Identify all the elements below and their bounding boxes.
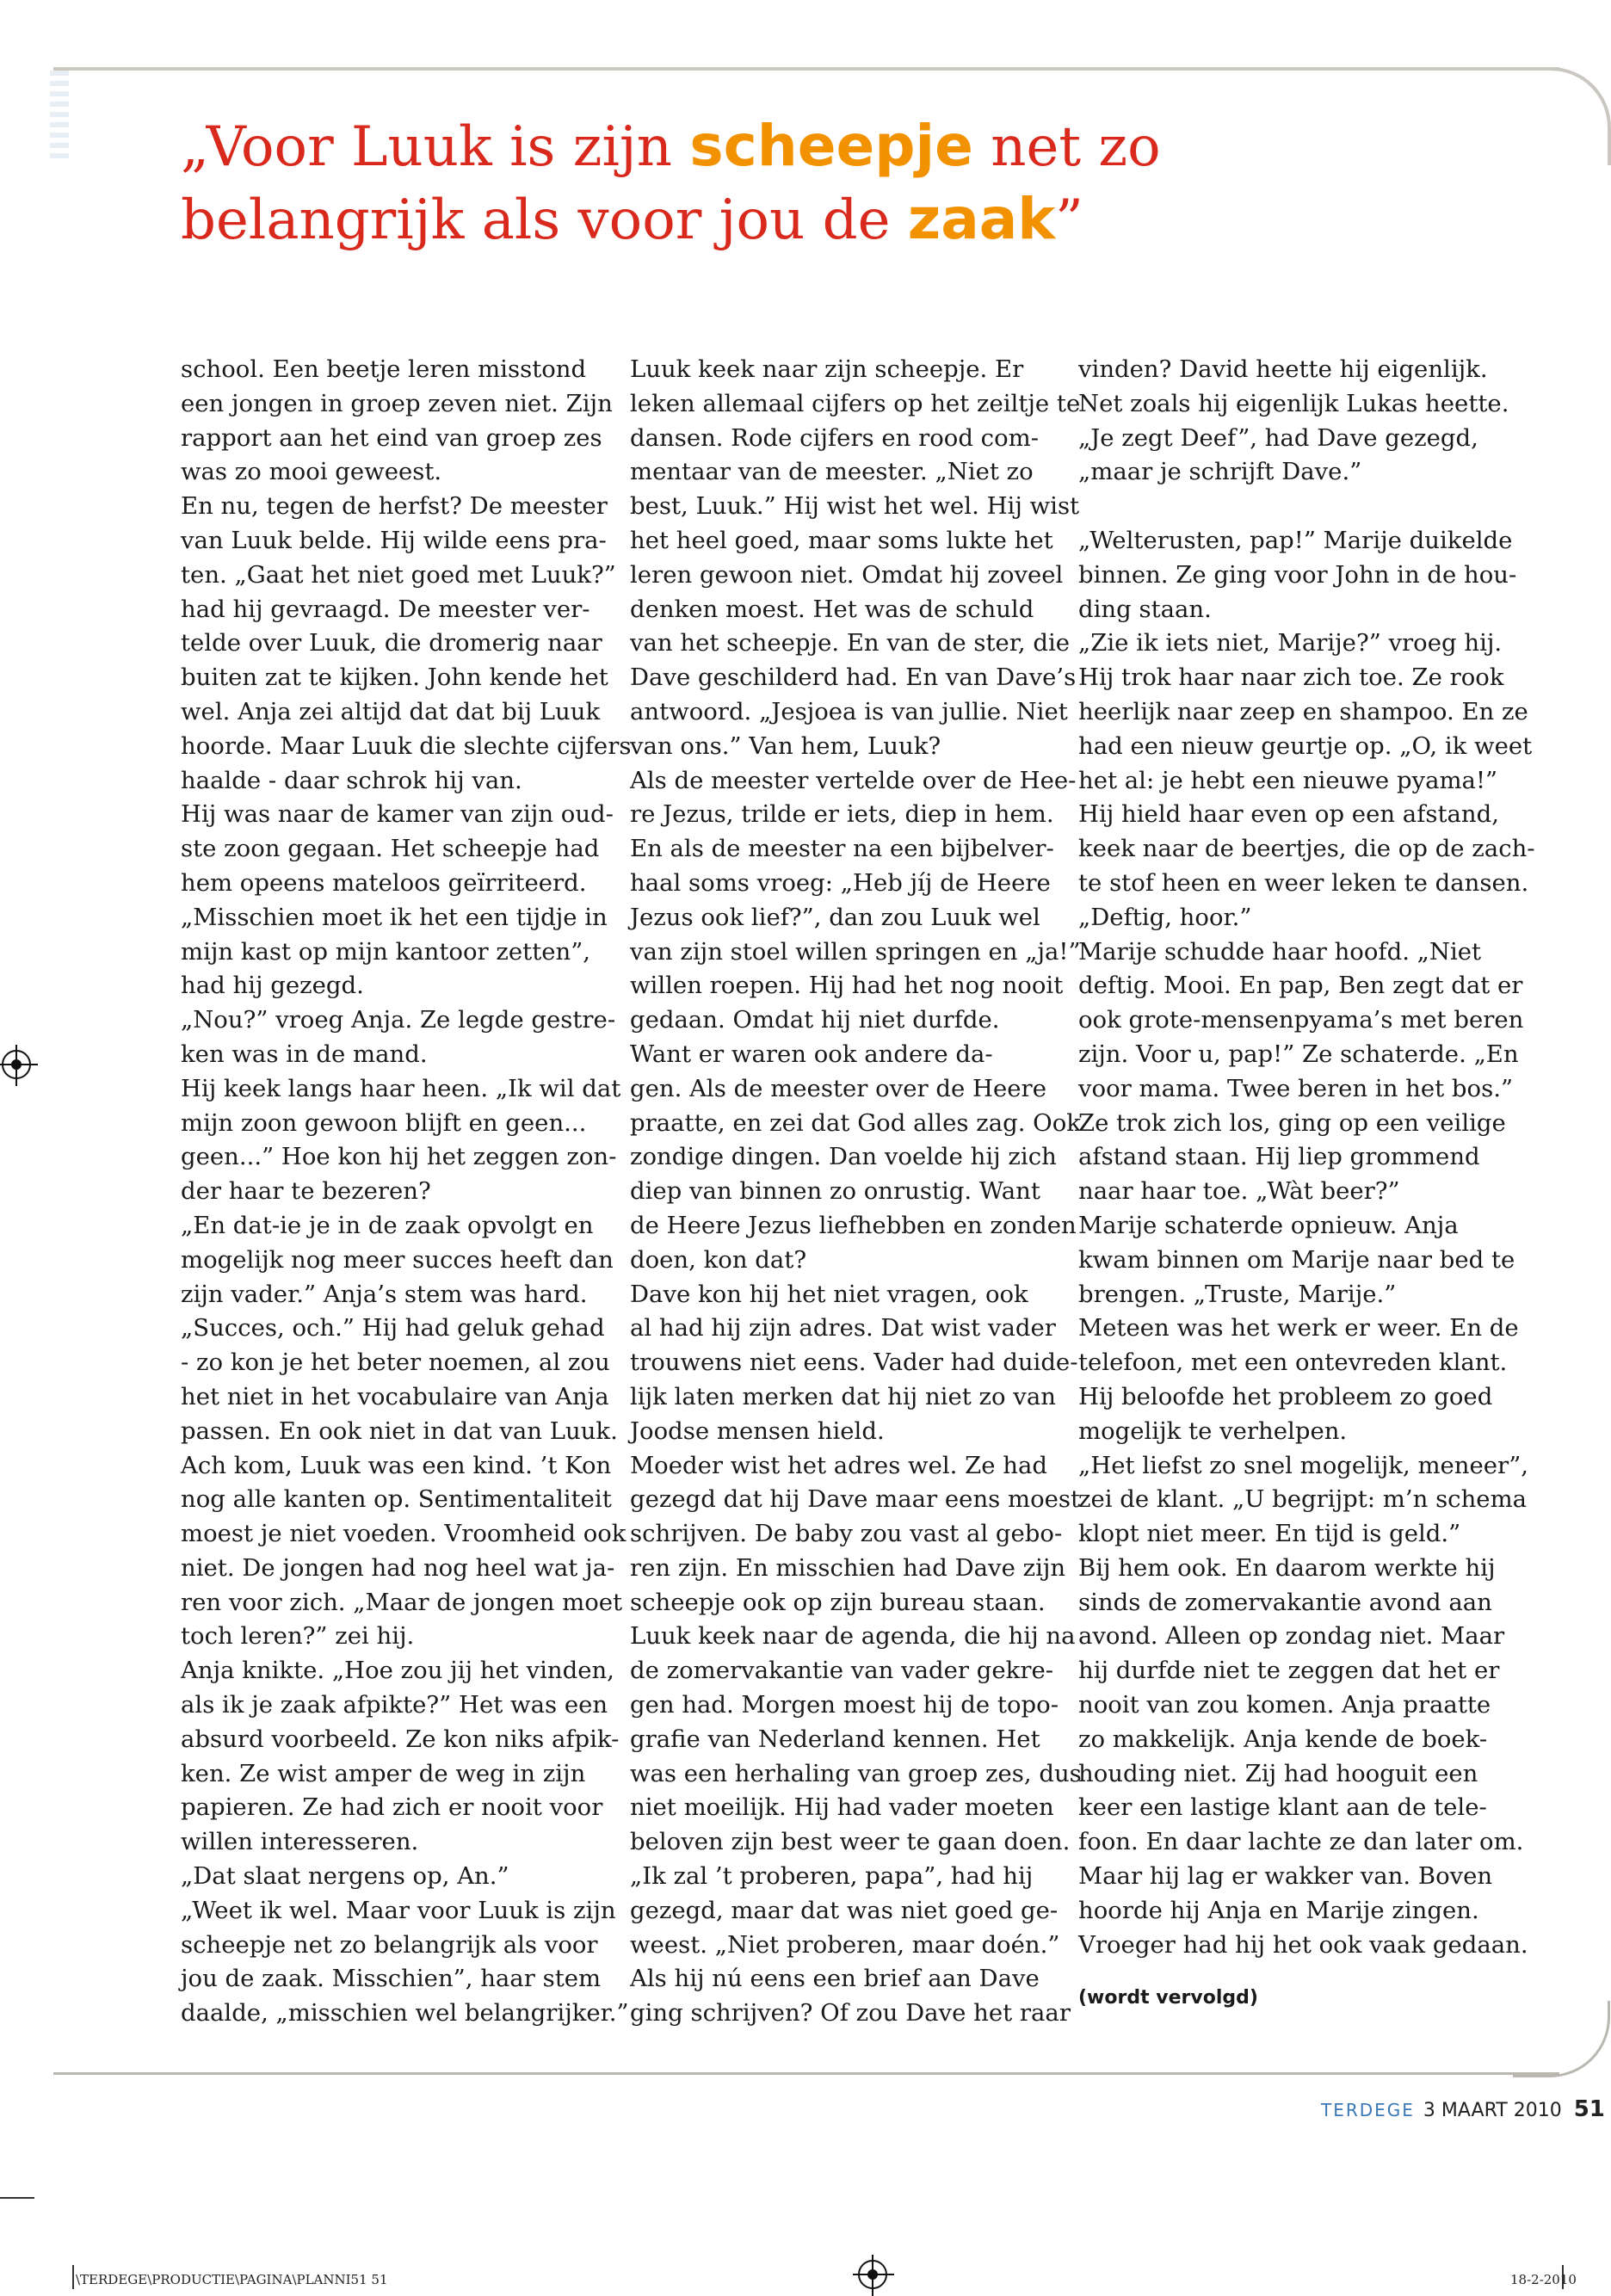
- text-line: houding niet. Zij had hooguit een: [1078, 1759, 1478, 1787]
- text-line: Hij beloofde het probleem zo goed: [1078, 1382, 1493, 1410]
- text-line: „Welterusten, pap!” Marije duikelde: [1078, 526, 1513, 554]
- text-line: hij durfde niet te zeggen dat het er: [1078, 1657, 1500, 1685]
- text-line: Net zoals hij eigenlijk Lukas heette.: [1078, 389, 1509, 417]
- text-line: mijn kast op mijn kantoor zetten”,: [181, 937, 591, 966]
- text-line: praatte, en zei dat God alles zag. Ook: [630, 1108, 1081, 1137]
- text-line: schrijven. De baby zou vast al gebo-: [630, 1520, 1063, 1548]
- text-line: mogelijk nog meer succes heeft dan: [181, 1245, 614, 1274]
- text-line: sinds de zomervakantie avond aan: [1078, 1588, 1492, 1616]
- text-line: gedaan. Omdat hij niet durfde.: [630, 1006, 1000, 1034]
- text-line: scheepje net zo belangrijk als voor: [181, 1930, 598, 1959]
- text-line: Ze trok zich los, ging op een veilige: [1078, 1108, 1506, 1137]
- text-line: toch leren?” zei hij.: [181, 1622, 415, 1651]
- text-line: rapport aan het eind van groep zes: [181, 423, 602, 452]
- text-line: afstand staan. Hij liep grommend: [1078, 1143, 1480, 1171]
- text-line: „Ik zal ’t proberen, papa”, had hij: [630, 1862, 1034, 1891]
- text-line: school. Een beetje leren misstond: [181, 355, 587, 383]
- text-line: trouwens niet eens. Vader had duide-: [630, 1349, 1078, 1377]
- text-line: doen, kon dat?: [630, 1245, 807, 1274]
- text-column-2: [630, 353, 1082, 2031]
- text-column-3: [1078, 353, 1535, 2015]
- text-line: gen had. Morgen moest hij de topo-: [630, 1691, 1059, 1719]
- text-line: Bij hem ook. En daarom werkte hij: [1078, 1553, 1496, 1582]
- text-line: willen roepen. Hij had het nog nooit: [630, 972, 1064, 1000]
- text-line: Joodse mensen hield.: [630, 1416, 885, 1445]
- text-line: ken. Ze wist amper de weg in zijn: [181, 1759, 586, 1787]
- text-line: avond. Alleen op zondag niet. Maar: [1078, 1622, 1505, 1651]
- text-line: papieren. Ze had zich er nooit voor: [181, 1793, 603, 1822]
- magazine-name: TERDEGE: [1321, 2100, 1415, 2120]
- text-line: mentaar van de meester. „Niet zo: [630, 458, 1034, 486]
- text-line: de zomervakantie van vader gekre-: [630, 1657, 1054, 1685]
- text-line: En als de meester na een bijbelver-: [630, 835, 1054, 863]
- headline-part: belangrijk als voor jou de: [181, 188, 908, 252]
- text-line: jou de zaak. Misschien”, haar stem: [181, 1965, 602, 1993]
- text-column-3-block-a: [1078, 353, 1509, 490]
- text-line: scheepje ook op zijn bureau staan.: [630, 1588, 1046, 1616]
- bottom-frame-corner: [1513, 2001, 1610, 2077]
- text-line: Hij was naar de kamer van zijn oud-: [181, 800, 614, 829]
- text-line: zei de klant. „U begrijpt: m’n schema: [1078, 1485, 1528, 1514]
- text-line: ste zoon gegaan. Het scheepje had: [181, 835, 600, 863]
- text-line: zo makkelijk. Anja kende de boek-: [1078, 1725, 1488, 1753]
- text-line: mijn zoon gewoon blijft en geen...: [181, 1108, 587, 1137]
- text-line: „Misschien moet ik het een tijdje in: [181, 903, 608, 931]
- text-line: vinden? David heette hij eigenlijk.: [1078, 355, 1488, 383]
- text-line: geen...” Hoe kon hij het zeggen zon-: [181, 1143, 617, 1171]
- text-line: lijk laten merken dat hij niet zo van: [630, 1382, 1056, 1410]
- color-bar-decoration: [50, 71, 69, 161]
- text-line: Vroeger had hij het ook vaak gedaan.: [1078, 1930, 1528, 1959]
- text-line: absurd voorbeeld. Ze kon niks afpik-: [181, 1725, 620, 1753]
- text-line: Jezus ook lief?”, dan zou Luuk wel: [630, 903, 1040, 931]
- text-line: van zijn stoel willen springen en „ja!”: [630, 937, 1081, 966]
- text-line: het heel goed, maar soms lukte het: [630, 526, 1053, 554]
- text-line: Marije schaterde opnieuw. Anja: [1078, 1211, 1459, 1239]
- text-line: gen. Als de meester over de Heere: [630, 1074, 1046, 1102]
- text-line: Dave kon hij het niet vragen, ook: [630, 1280, 1028, 1308]
- text-line: beloven zijn best weer te gaan doen.: [630, 1828, 1071, 1856]
- text-line: hoorde. Maar Luuk die slechte cijfers: [181, 731, 632, 760]
- text-line: keek naar de beertjes, die op de zach-: [1078, 835, 1535, 863]
- text-line: daalde, „misschien wel belangrijker.”: [181, 1999, 629, 2028]
- text-line: moest je niet voeden. Vroomheid ook: [181, 1520, 626, 1548]
- text-line: Luuk keek naar zijn scheepje. Er: [630, 355, 1024, 383]
- text-line: Want er waren ook andere da-: [630, 1040, 993, 1068]
- crop-mark: [0, 2197, 34, 2199]
- text-line: buiten zat te kijken. John kende het: [181, 663, 608, 692]
- text-line: Hij trok haar naar zich toe. Ze rook: [1078, 663, 1504, 692]
- text-line: Meteen was het werk er weer. En de: [1078, 1314, 1519, 1342]
- text-line: „Het liefst zo snel mogelijk, meneer”,: [1078, 1451, 1528, 1479]
- text-line: der haar te bezeren?: [181, 1177, 431, 1206]
- text-line: een jongen in groep zeven niet. Zijn: [181, 389, 613, 417]
- headline-part: ”: [1055, 188, 1083, 252]
- text-line: Marije schudde haar hoofd. „Niet: [1078, 937, 1482, 966]
- text-line: wel. Anja zei altijd dat dat bij Luuk: [181, 697, 601, 725]
- text-line: hem opeens mateloos geïrriteerd.: [181, 868, 587, 897]
- text-line: telefoon, met een ontevreden klant.: [1078, 1349, 1508, 1377]
- text-line: te stof heen en weer leken te dansen.: [1078, 868, 1529, 897]
- text-line: ren voor zich. „Maar de jongen moet: [181, 1588, 623, 1616]
- text-line: Als de meester vertelde over de Hee-: [630, 766, 1077, 794]
- text-line: haalde - daar schrok hij van.: [181, 766, 522, 794]
- text-line: Hij hield haar even op een afstand,: [1078, 800, 1499, 829]
- text-line: Als hij nú eens een brief aan Dave: [630, 1965, 1040, 1993]
- text-line: grafie van Nederland kennen. Het: [630, 1725, 1040, 1753]
- text-line: het niet in het vocabulaire van Anja: [181, 1382, 609, 1410]
- text-line: ging schrijven? Of zou Dave het raar: [630, 1999, 1071, 2028]
- text-line: re Jezus, trilde er iets, diep in hem.: [630, 800, 1054, 829]
- text-line: Dave geschilderd had. En van Dave’s: [630, 663, 1077, 692]
- text-line: heerlijk naar zeep en shampoo. En ze: [1078, 697, 1528, 725]
- pull-quote-headline: [181, 110, 1472, 256]
- text-line: de Heere Jezus liefhebben en zonden: [630, 1211, 1077, 1239]
- text-line: „Zie ik iets niet, Marije?” vroeg hij.: [1078, 629, 1503, 657]
- text-line: klopt niet meer. En tijd is geld.”: [1078, 1520, 1461, 1548]
- text-line: Ach kom, Luuk was een kind. ’t Kon: [181, 1451, 612, 1479]
- registration-mark-icon: [858, 2260, 887, 2289]
- text-line: mogelijk te verhelpen.: [1078, 1416, 1348, 1445]
- text-line: antwoord. „Jesjoea is van jullie. Niet: [630, 697, 1068, 725]
- bottom-frame-rule: [53, 2072, 1559, 2075]
- text-line: niet moeilijk. Hij had vader moeten: [630, 1793, 1054, 1822]
- text-line: denken moest. Het was de schuld: [630, 595, 1034, 623]
- text-line: Anja knikte. „Hoe zou jij het vinden,: [181, 1657, 614, 1685]
- text-line: ook grote-mensenpyama’s met beren: [1078, 1006, 1524, 1034]
- text-column-1: [181, 353, 632, 2031]
- crop-mark: [72, 2265, 74, 2289]
- text-line: passen. En ook niet in dat van Luuk.: [181, 1416, 618, 1445]
- text-line: had hij gezegd.: [181, 972, 364, 1000]
- text-line: Hij keek langs haar heen. „Ik wil dat: [181, 1074, 621, 1102]
- text-line: „Weet ik wel. Maar voor Luuk is zijn: [181, 1896, 616, 1924]
- headline-part: net zo: [972, 115, 1161, 179]
- text-line: zijn vader.” Anja’s stem was hard.: [181, 1280, 588, 1308]
- text-line: van Luuk belde. Hij wilde eens pra-: [181, 526, 607, 554]
- text-line: binnen. Ze ging voor John in de hou-: [1078, 560, 1517, 589]
- text-line: brengen. „Truste, Marije.”: [1078, 1280, 1397, 1308]
- text-line: keer een lastige klant aan de tele-: [1078, 1793, 1487, 1822]
- text-line: had een nieuw geurtje op. „O, ik weet: [1078, 731, 1533, 760]
- text-line: had hij gevraagd. De meester ver-: [181, 595, 590, 623]
- text-line: al had hij zijn adres. Dat wist vader: [630, 1314, 1056, 1342]
- text-line: ken was in de mand.: [181, 1040, 428, 1068]
- text-line: zondige dingen. Dan voelde hij zich: [630, 1143, 1057, 1171]
- text-line: hoorde hij Anja en Marije zingen.: [1078, 1896, 1479, 1924]
- page-number: 51: [1573, 2096, 1605, 2122]
- page-footer: [1321, 2096, 1605, 2122]
- text-line: van het scheepje. En van de ster, die: [630, 629, 1071, 657]
- text-line: best, Luuk.” Hij wist het wel. Hij wist: [630, 492, 1080, 521]
- text-line: gezegd dat hij Dave maar eens moest: [630, 1485, 1081, 1514]
- text-line: En nu, tegen de herfst? De meester: [181, 492, 608, 521]
- continued-note: (wordt vervolgd): [1078, 1987, 1258, 2009]
- text-line: leken allemaal cijfers op het zeiltje te: [630, 389, 1081, 417]
- top-frame-rule: [53, 67, 1559, 71]
- text-line: „Succes, och.” Hij had geluk gehad: [181, 1314, 605, 1342]
- text-line: Luuk keek naar de agenda, die hij na: [630, 1622, 1076, 1651]
- slug-date: 18-2-2010: [1510, 2272, 1577, 2287]
- text-line: als ik je zaak afpikte?” Het was een: [181, 1691, 608, 1719]
- headline-highlight-scheepje: scheepje: [689, 113, 973, 179]
- issue-date: 3 MAART 2010: [1423, 2100, 1562, 2121]
- text-line: was een herhaling van groep zes, dus: [630, 1759, 1082, 1787]
- text-line: „Deftig, hoor.”: [1078, 903, 1252, 931]
- text-line: diep van binnen zo onrustig. Want: [630, 1177, 1040, 1206]
- text-line: Moeder wist het adres wel. Ze had: [630, 1451, 1047, 1479]
- text-line: zijn. Voor u, pap!” Ze schaterde. „En: [1078, 1040, 1519, 1068]
- paragraph-gap: [1078, 490, 1491, 524]
- slug-file-path: \TERDEGE\PRODUCTIE\PAGINA\PLANNI51 51: [76, 2272, 388, 2287]
- text-line: kwam binnen om Marije naar bed te: [1078, 1245, 1515, 1274]
- text-line: - zo kon je het beter noemen, al zou: [181, 1349, 610, 1377]
- text-line: ding staan.: [1078, 595, 1212, 623]
- text-line: was zo mooi geweest.: [181, 458, 442, 486]
- text-line: „Dat slaat nergens op, An.”: [181, 1862, 509, 1891]
- text-line: deftig. Mooi. En pap, Ben zegt dat er: [1078, 972, 1523, 1000]
- text-line: foon. En daar lachte ze dan later om.: [1078, 1828, 1524, 1856]
- text-line: naar haar toe. „Wàt beer?”: [1078, 1177, 1400, 1206]
- headline-highlight-zaak: zaak: [907, 186, 1056, 252]
- text-line: niet. De jongen had nog heel wat ja-: [181, 1553, 615, 1582]
- text-line: voor mama. Twee beren in het bos.”: [1078, 1074, 1514, 1102]
- headline-part: „Voor Luuk is zijn: [181, 115, 690, 179]
- text-line: „Nou?” vroeg Anja. Ze legde gestre-: [181, 1006, 616, 1034]
- text-line: leren gewoon niet. Omdat hij zoveel: [630, 560, 1064, 589]
- text-line: haal soms vroeg: „Heb jíj de Heere: [630, 868, 1051, 897]
- top-frame-corner: [1513, 67, 1611, 165]
- text-line: van ons.” Van hem, Luuk?: [630, 731, 941, 760]
- text-line: gezegd, maar dat was niet goed ge-: [630, 1896, 1059, 1924]
- text-line: dansen. Rode cijfers en rood com-: [630, 423, 1040, 452]
- text-line: „En dat-ie je in de zaak opvolgt en: [181, 1211, 594, 1239]
- text-line: willen interesseren.: [181, 1828, 419, 1856]
- text-line: „Je zegt Deef”, had Dave gezegd,: [1078, 423, 1478, 452]
- registration-mark-icon: [2, 1050, 31, 1079]
- text-line: weest. „Niet proberen, maar doén.”: [630, 1930, 1060, 1959]
- text-line: Maar hij lag er wakker van. Boven: [1078, 1862, 1493, 1891]
- text-line: telde over Luuk, die dromerig naar: [181, 629, 602, 657]
- text-line: ren zijn. En misschien had Dave zijn: [630, 1553, 1066, 1582]
- text-line: ten. „Gaat het niet goed met Luuk?”: [181, 560, 616, 589]
- text-line: het al: je hebt een nieuwe pyama!”: [1078, 766, 1498, 794]
- text-line: nog alle kanten op. Sentimentaliteit: [181, 1485, 612, 1514]
- text-line: nooit van zou komen. Anja praatte: [1078, 1691, 1491, 1719]
- text-line: „maar je schrijft Dave.”: [1078, 458, 1362, 486]
- text-column-3-block-b: [1078, 524, 1535, 1962]
